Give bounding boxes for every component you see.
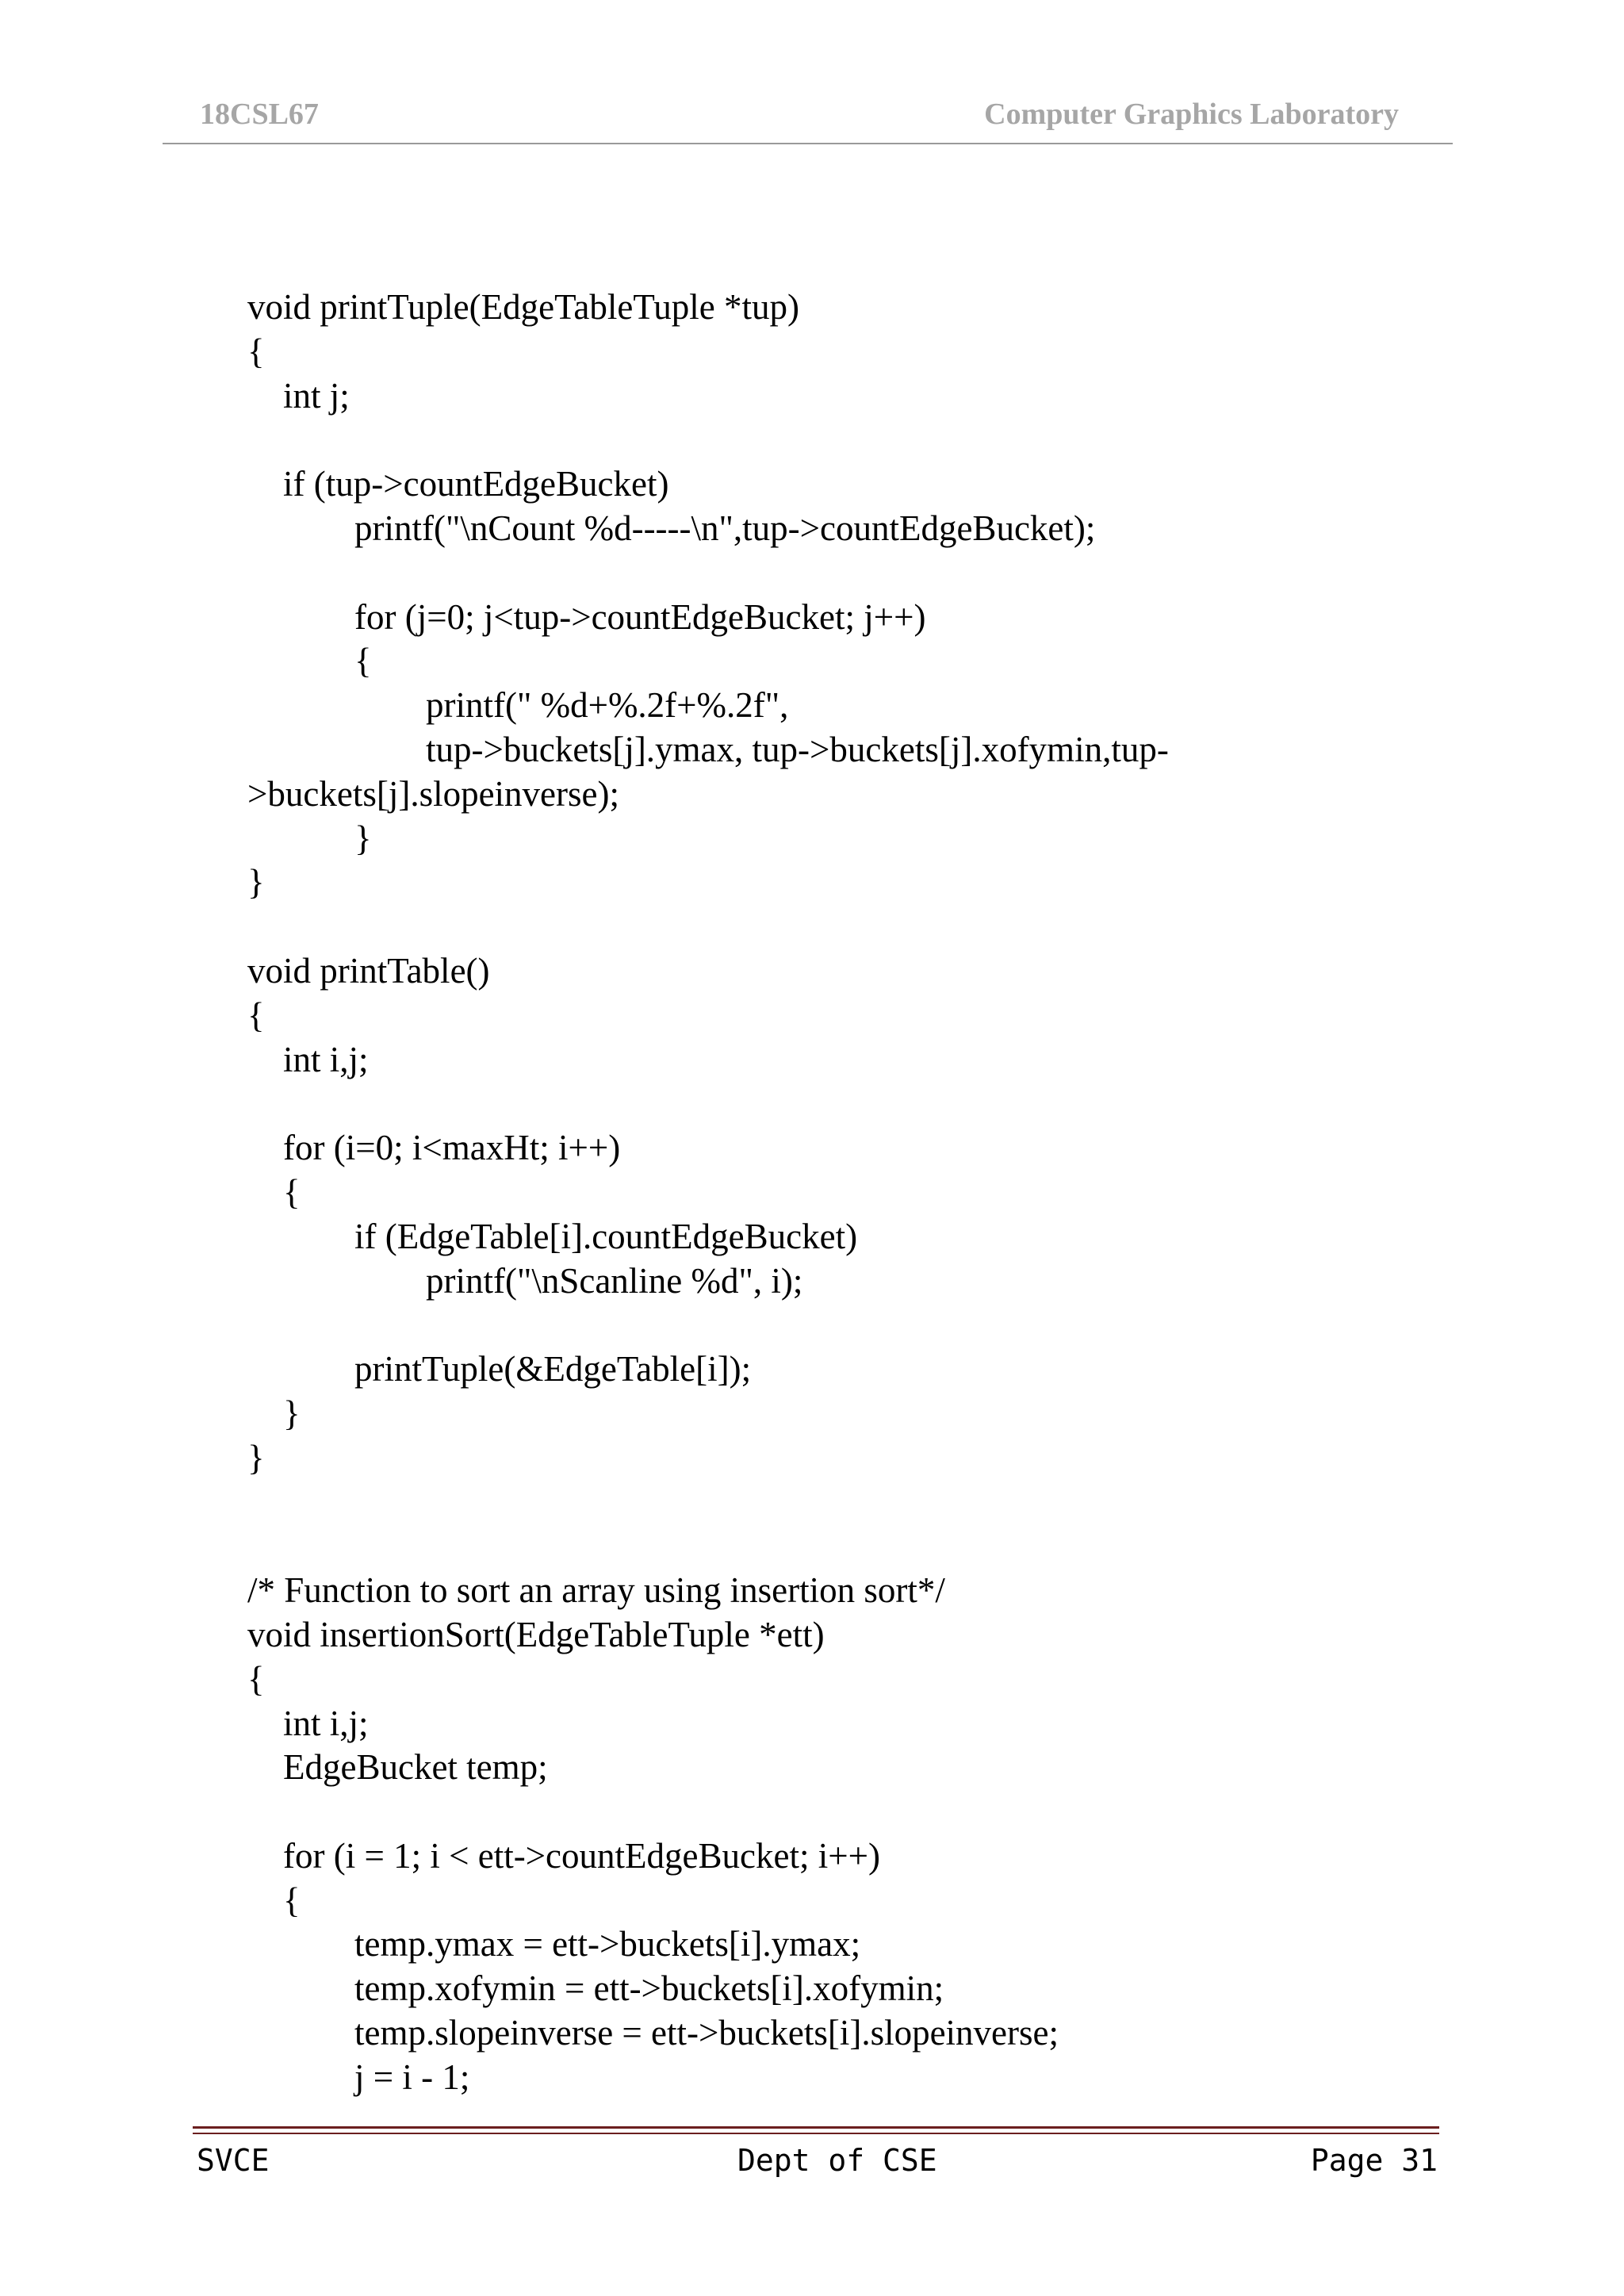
header-lab-title: Computer Graphics Laboratory xyxy=(984,98,1399,131)
header-divider xyxy=(163,143,1453,144)
header-course-code: 18CSL67 xyxy=(200,98,319,131)
code-listing: void printTuple(EdgeTableTuple *tup) { int j; if (tup->countEdgeBucket) printf("\nCount %d-----\n",tup->countEdgeBucket); for (j=0; j<tup->countEdgeBucket; j++) { printf(" %d+%.2f+%.2f", tup->buckets[j].ymax, tup->buckets[j].xofymin,tup- >buckets[j].slopeinverse); } } void printTable() { int i,j; for (i=0; i<maxHt; i++) { if (EdgeTable[i].countEdgeBucket) printf("\nScanline %d", i); printTuple(&EdgeTable[i]); } } /* Function to sort an array using insertion sort*/ void insertionSort(EdgeTableTuple *ett) { int i,j; EdgeBucket temp; for (i = 1; i < ett->countEdgeBucket; i++) { temp.ymax = ett->buckets[i].ymax; temp.xofymin = ett->buckets[i].xofymin; temp.slopeinverse = ett->buckets[i].slopeinverse; j = i - 1; xyxy=(247,287,1169,2097)
footer-institution: SVCE xyxy=(197,2143,270,2178)
footer-divider-thick xyxy=(193,2126,1439,2129)
footer-department: Dept of CSE xyxy=(737,2143,937,2178)
footer-divider-thin xyxy=(193,2133,1439,2134)
footer-page-number: Page 31 xyxy=(1310,2143,1438,2178)
